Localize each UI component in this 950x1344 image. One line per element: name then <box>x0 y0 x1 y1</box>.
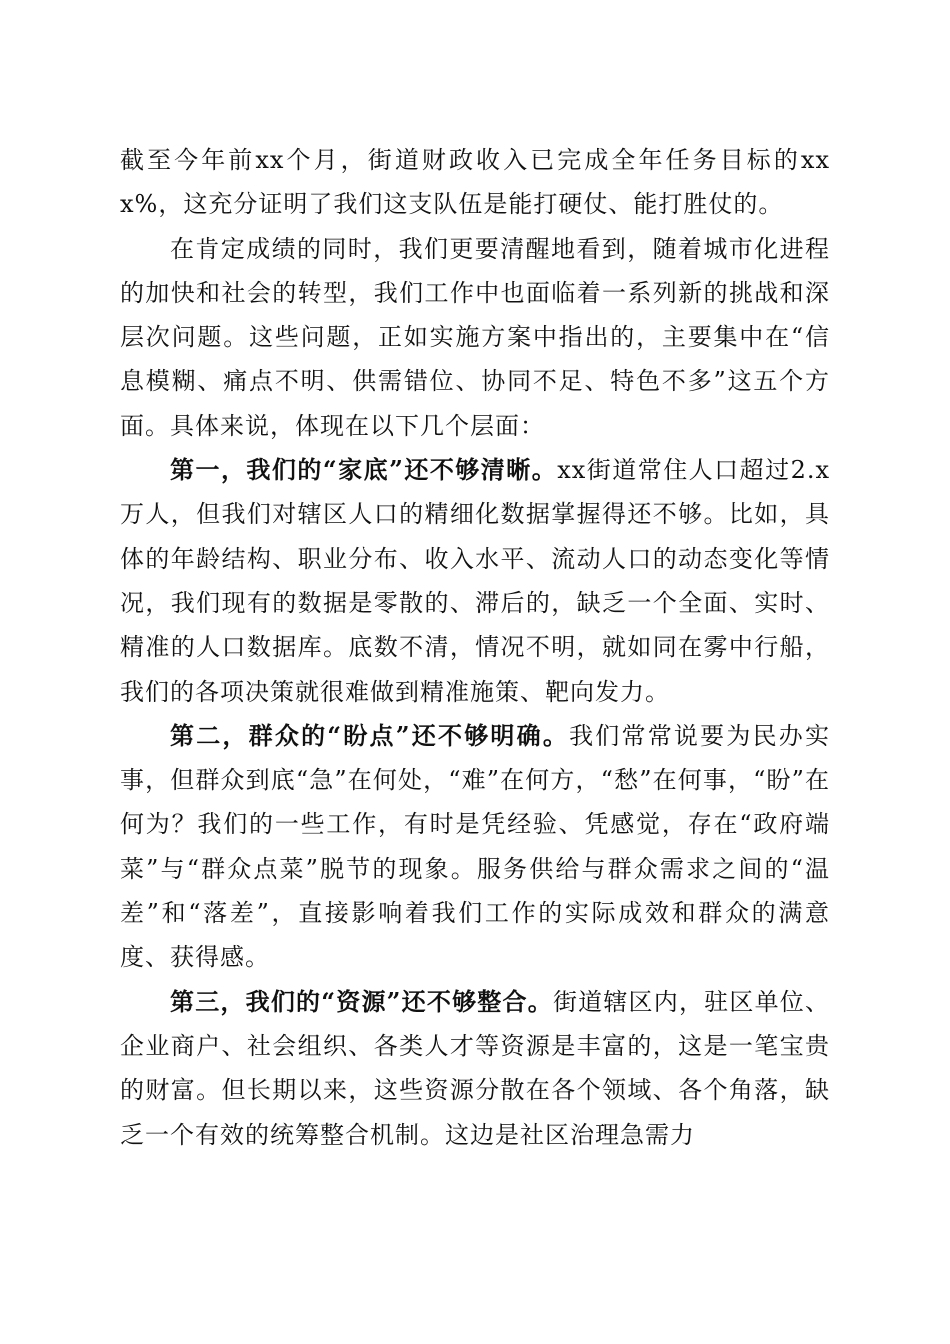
paragraph-point-one-population <box>120 448 830 714</box>
paragraph-fiscal-revenue <box>120 138 830 227</box>
paragraph-text: 街道辖区内，驻区单位、企业商户、社会组织、各类人才等资源是丰富的，这是一笔宝贵的财富。但长期以来，这些资源分散在各个领域、各个角落，缺乏一个有效的统筹整合机制。这边是社区治理急需力 <box>120 987 831 1149</box>
paragraph-point-three-resources <box>120 980 830 1157</box>
paragraph-challenges-intro <box>120 227 830 448</box>
paragraph-point-two-demands <box>120 714 830 980</box>
paragraph-lead: 第二，群众的“盼点”还不够明确。 <box>170 720 570 750</box>
paragraph-lead: 第三，我们的“资源”还不够整合。 <box>170 986 553 1016</box>
paragraph-lead: 第一，我们的“家底”还不够清晰。 <box>170 455 558 485</box>
paragraph-text: 我们常常说要为民办实事，但群众到底“急”在何处，“难”在何方，“愁”在何事，“盼”在何为？我们的一些工作，有时是凭经验、凭感觉，存在“政府端菜”与“群众点菜”脱节的现象。服务供给与群众需求之间的“温差”和“落差”，直接影响着我们工作的实际成效和群众的满意度、获得感。 <box>120 721 831 972</box>
paragraph-text: 在肯定成绩的同时，我们更要清醒地看到，随着城市化进程的加快和社会的转型，我们工作中也面临着一系列新的挑战和深层次问题。这些问题，正如实施方案中指出的，主要集中在“信息模糊、痛点不明、供需错位、协同不足、特色不多”这五个方面。具体来说，体现在以下几个层面： <box>120 234 830 440</box>
paragraph-text: 截至今年前xx个月，街道财政收入已完成全年任务目标的xxx%，这充分证明了我们这支队伍是能打硬仗、能打胜仗的。 <box>120 146 830 219</box>
document-body <box>120 138 830 1157</box>
paragraph-text: xx街道常住人口超过2.x万人，但我们对辖区人口的精细化数据掌握得还不够。比如，具体的年龄结构、职业分布、收入水平、流动人口的动态变化等情况，我们现有的数据是零散的、滞后的，缺乏一个全面、实时、精准的人口数据库。底数不清，情况不明，就如同在雾中行船，我们的各项决策就很难做到精准施策、靶向发力。 <box>120 456 830 706</box>
